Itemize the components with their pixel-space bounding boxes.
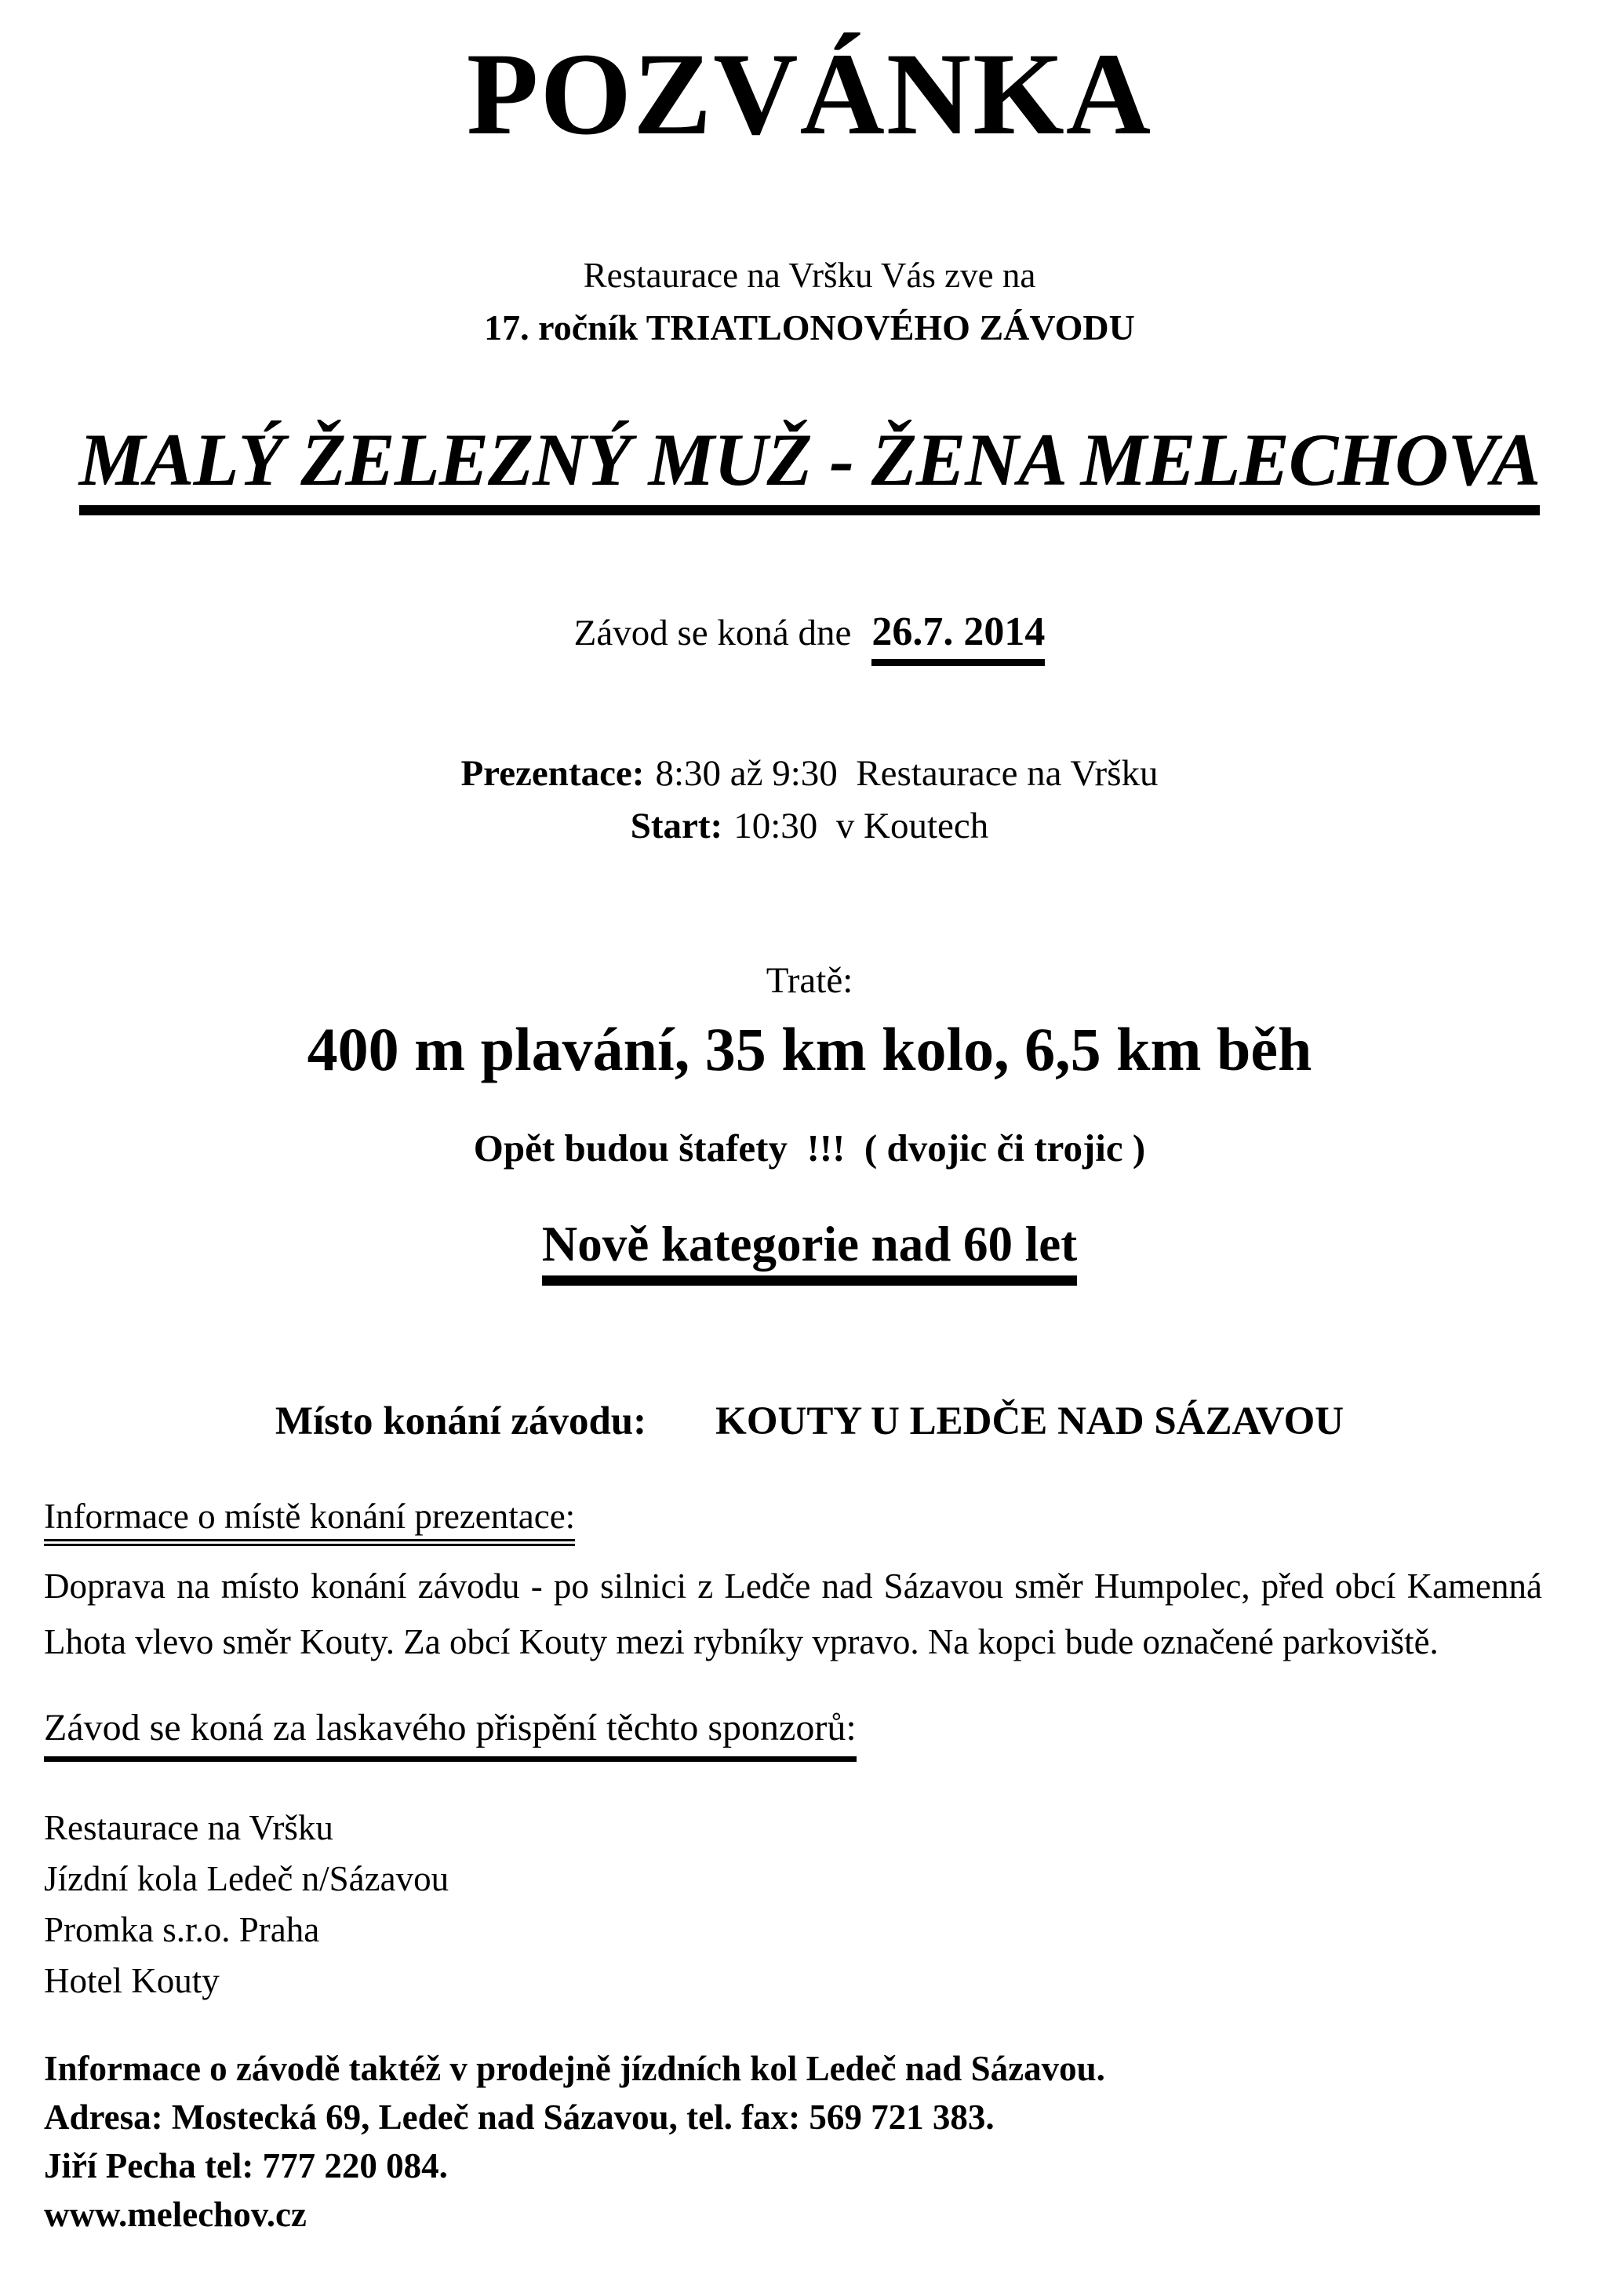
contact-block bbox=[44, 2044, 1542, 2239]
sponsor-item: Promka s.r.o. Praha bbox=[44, 1910, 320, 1950]
sponsor-list bbox=[44, 1803, 1542, 2006]
sponsors-heading-row bbox=[44, 1705, 1542, 1762]
sponsor-item: Hotel Kouty bbox=[44, 1960, 220, 2000]
directions-heading: Informace o místě konání prezentace: bbox=[44, 1495, 575, 1546]
intro-line-1: Restaurace na Vršku Vás zve na bbox=[583, 256, 1036, 295]
start-line bbox=[0, 803, 1619, 850]
start-label: Start: bbox=[630, 805, 723, 846]
intro-line-2: 17. ročník TRIATLONOVÉHO ZÁVODU bbox=[484, 307, 1135, 348]
directions-heading-row bbox=[44, 1495, 1542, 1546]
event-title-row bbox=[0, 417, 1619, 515]
prezentace-line bbox=[0, 751, 1619, 797]
relay-note: Opět budou štafety !!! ( dvojic či trojic ) bbox=[473, 1126, 1146, 1170]
prezentace-value: 8:30 až 9:30 Restaurace na Vršku bbox=[655, 753, 1159, 795]
contact-info-line-1: Informace o závodě taktéž v prodejně jízdních kol Ledeč nad Sázavou. bbox=[44, 2048, 1105, 2088]
website-url: www.melechov.cz bbox=[44, 2194, 307, 2234]
document-page bbox=[0, 29, 1619, 2296]
contact-info-line-3: Jiří Pecha tel: 777 220 084. bbox=[44, 2145, 448, 2185]
course-heading: Tratě: bbox=[766, 959, 853, 1001]
prezentace-label: Prezentace: bbox=[460, 753, 645, 795]
sponsor-item: Jízdní kola Ledeč n/Sázavou bbox=[44, 1859, 449, 1899]
page-title: POZVÁNKA bbox=[466, 29, 1153, 159]
venue-value: KOUTY U LEDČE NAD SÁZAVOU bbox=[715, 1399, 1344, 1443]
event-date: 26.7. 2014 bbox=[871, 608, 1045, 666]
new-category-heading: Nově kategorie nad 60 let bbox=[542, 1217, 1077, 1285]
sponsor-item: Restaurace na Vršku bbox=[44, 1808, 333, 1848]
event-title: MALÝ ŽELEZNÝ MUŽ - ŽENA MELECHOVA bbox=[79, 423, 1541, 515]
start-value: 10:30 v Koutech bbox=[733, 805, 989, 846]
date-line bbox=[0, 608, 1619, 666]
venue-line bbox=[0, 1397, 1619, 1447]
directions-paragraph: Doprava na místo konání závodu - po silnici z Ledče nad Sázavou směr Humpolec, před obcí Kamenná Lhota vlevo směr Kouty. Za obcí Kouty mezi rybníky vpravo. Na kopci bude označené parkoviště. bbox=[44, 1566, 1542, 1662]
date-prefix: Závod se koná dne bbox=[573, 612, 852, 653]
contact-info-line-2: Adresa: Mostecká 69, Ledeč nad Sázavou, tel. fax: 569 721 383. bbox=[44, 2097, 995, 2137]
venue-label: Místo konání závodu: bbox=[275, 1399, 647, 1443]
course-distances: 400 m plavání, 35 km kolo, 6,5 km běh bbox=[307, 1015, 1312, 1084]
sponsors-heading: Závod se koná za laskavého přispění těchto sponzorů: bbox=[44, 1705, 857, 1762]
new-category-row bbox=[0, 1217, 1619, 1285]
